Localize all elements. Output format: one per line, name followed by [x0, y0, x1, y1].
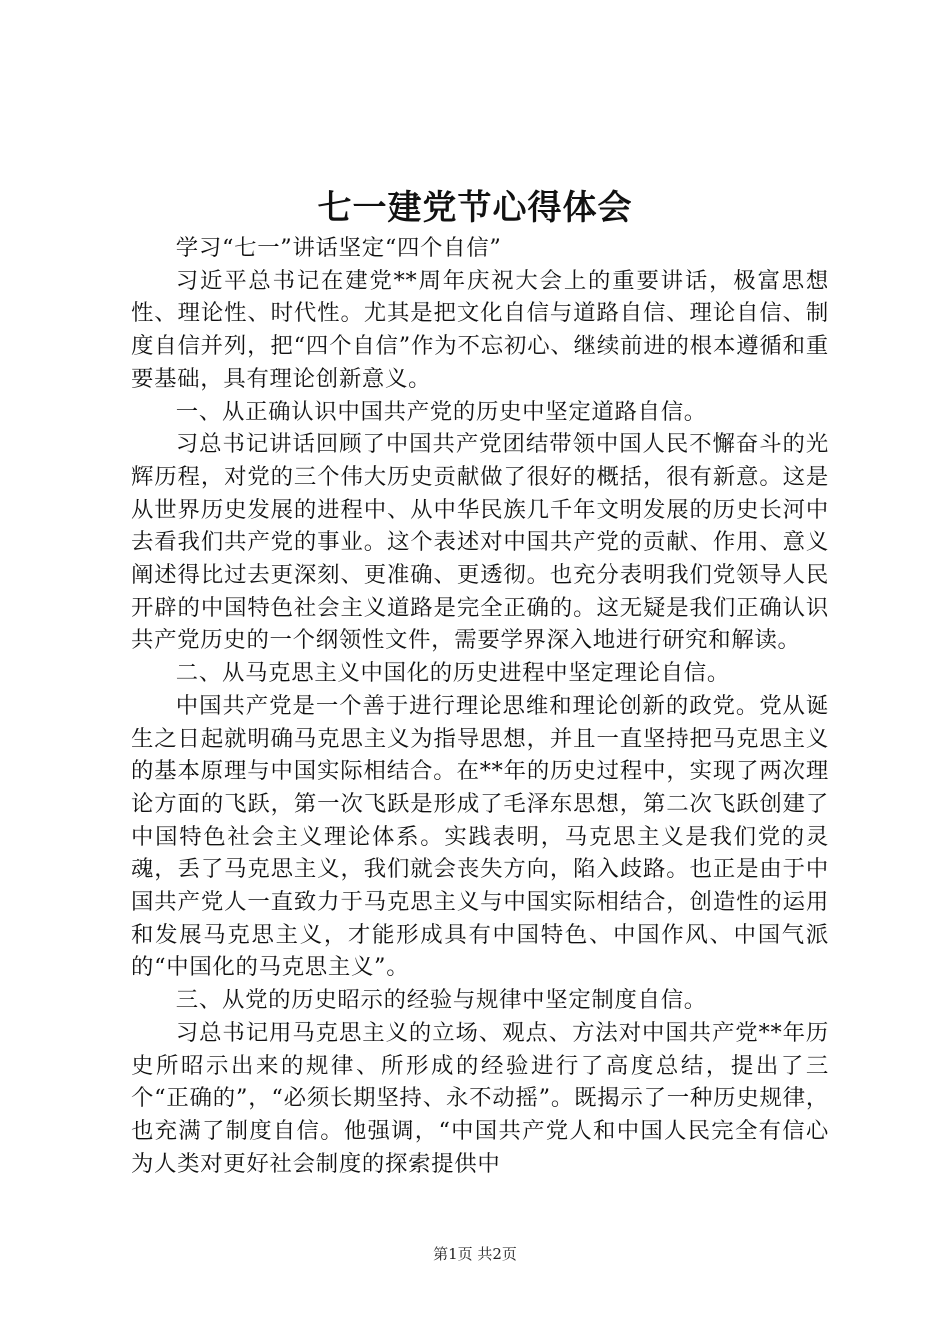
body-paragraph: 习总书记用马克思主义的立场、观点、方法对中国共产党**年历史所昭示出来的规律、所形成的经验进行了高度总结，提出了三个“正确的”，“必须长期坚持、永不动摇”。既揭示了一种历史规律，也充满了制度自信。他强调，“中国共产党人和中国人民完全有信心为人类对更好社会制度的探索提供中 — [131, 1019, 829, 1177]
document-title: 七一建党节心得体会 — [317, 188, 633, 228]
body-paragraph: 中国共产党是一个善于进行理论思维和理论创新的政党。党从诞生之日起就明确马克思主义为指导思想，并且一直坚持把马克思主义的基本原理与中国实际相结合。在**年的历史过程中，实现了两次理论方面的飞跃，第一次飞跃是形成了毛泽东思想，第二次飞跃创建了中国特色社会主义理论体系。实践表明，马克思主义是我们党的灵魂，丢了马克思主义，我们就会丧失方向，陷入歧路。也正是由于中国共产党人一直致力于马克思主义与中国实际相结合，创造性的运用和发展马克思主义，才能形成具有中国特色、中国作风、中国气派的“中国化的马克思主义”。 — [131, 692, 829, 981]
body-paragraph: 习近平总书记在建党**周年庆祝大会上的重要讲话，极富思想性、理论性、时代性。尤其是把文化自信与道路自信、理论自信、制度自信并列，把“四个自信”作为不忘初心、继续前进的根本遵循和重要基础，具有理论创新意义。 — [131, 267, 829, 392]
section-heading: 二、从马克思主义中国化的历史进程中坚定理论自信。 — [175, 660, 730, 687]
body-paragraph: 习总书记讲话回顾了中国共产党团结带领中国人民不懈奋斗的光辉历程，对党的三个伟大历史贡献做了很好的概括，很有新意。这是从世界历史发展的进程中、从中华民族几千年文明发展的历史长河中去看我们共产党的事业。这个表述对中国共产党的贡献、作用、意义阐述得比过去更深刻、更准确、更透彻。也充分表明我们党领导人民开辟的中国特色社会主义道路是完全正确的。这无疑是我们正确认识共产党历史的一个纲领性文件，需要学界深入地进行研究和解读。 — [131, 431, 829, 654]
subtitle-paragraph: 学习“七一”讲话坚定“四个自信” — [175, 235, 502, 261]
page-number-footer: 第1页 共2页 — [433, 1245, 517, 1263]
section-heading: 三、从党的历史昭示的经验与规律中坚定制度自信。 — [175, 987, 707, 1014]
section-heading: 一、从正确认识中国共产党的历史中坚定道路自信。 — [175, 398, 707, 425]
document-body — [131, 232, 829, 1180]
